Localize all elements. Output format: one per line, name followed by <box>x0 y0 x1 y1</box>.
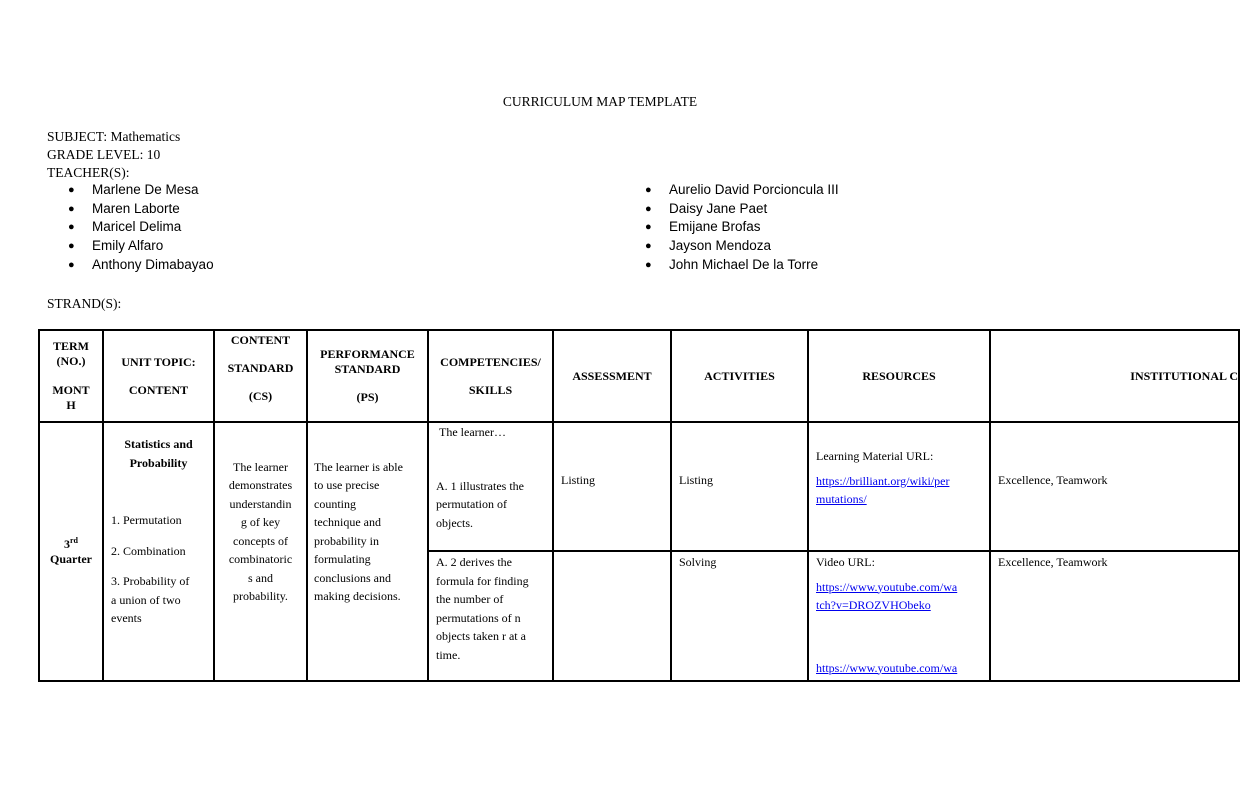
unit-topic-cell <box>103 422 214 681</box>
curriculum-map-table <box>38 329 1240 682</box>
brilliant-link[interactable]: https://brilliant.org/wiki/per mutations/ <box>816 473 950 506</box>
teacher-item: ● Emily Alfaro <box>68 237 214 256</box>
header-assessment: ASSESSMENT <box>553 330 671 422</box>
teacher-item: ● Marlene De Mesa <box>68 181 214 200</box>
activities-a2-cell: Solving <box>671 551 808 681</box>
document-title: CURRICULUM MAP TEMPLATE <box>502 94 698 109</box>
list-item: 1. Permutation <box>111 513 182 528</box>
resources-a2-cell: Video URL: https://www.youtube.com/wa tch?v=DROZVHObeko https://www.youtube.com/wa <box>808 551 990 681</box>
header-content-standard: CONTENT STANDARD (CS) <box>214 330 307 422</box>
bullet-icon: ● <box>645 221 652 234</box>
strand-label: STRAND(S): <box>47 296 122 311</box>
teacher-item: ● John Michael De la Torre <box>645 256 839 275</box>
competency-a2-cell: A. 2 derives the formula for finding the number of permutations of n objects taken r at a time. <box>428 551 553 681</box>
header-activities: ACTIVITIES <box>671 330 808 422</box>
teacher-item: ● Anthony Dimabayao <box>68 256 214 275</box>
bullet-icon: ● <box>645 258 652 271</box>
bullet-icon: ● <box>645 202 652 215</box>
list-item: a union of two <box>111 592 181 607</box>
institutional-a1-cell: Excellence, Teamwork <box>990 422 1239 551</box>
header-term: TERM (NO.) MONT H <box>39 330 103 422</box>
youtube-link-2[interactable]: https://www.youtube.com/wa <box>816 660 958 675</box>
institutional-a2-cell: Excellence, Teamwork <box>990 551 1239 681</box>
bullet-icon: ● <box>645 240 652 253</box>
bullet-icon: ● <box>68 184 75 196</box>
header-resources: RESOURCES <box>808 330 990 422</box>
teacher-item: ● Jayson Mendoza <box>645 237 839 256</box>
bullet-icon: ● <box>68 258 75 271</box>
list-item: 3. Probability of <box>111 574 190 589</box>
activities-a1-cell: Listing <box>671 422 808 551</box>
teacher-item: ● Aurelio David Porcioncula III <box>645 181 839 200</box>
teacher-item: ● Maricel Delima <box>68 218 214 237</box>
teacher-item: ● Maren Laborte <box>68 200 214 219</box>
header-row <box>39 330 1239 422</box>
bullet-icon: ● <box>68 240 75 253</box>
assessment-a1-cell: Listing <box>553 422 671 551</box>
teacher-item: ● Daisy Jane Paet <box>645 200 839 219</box>
performance-standard-cell: The learner is able to use precise counting technique and probability in formulating conclusions and making decisions. <box>307 422 428 681</box>
bullet-icon: ● <box>68 221 75 234</box>
list-item: 2. Combination <box>111 543 186 558</box>
teachers-list-left <box>68 181 214 274</box>
unit-items <box>104 511 213 628</box>
header-performance-standard: PERFORMANCE STANDARD (PS) <box>307 330 428 422</box>
resources-a1-cell: Learning Material URL: https://brilliant.org/wiki/per mutations/ <box>808 422 990 551</box>
assessment-a2-cell <box>553 551 671 681</box>
grade-level-line: GRADE LEVEL: 10 <box>47 147 161 162</box>
competency-a1-cell: The learner… A. 1 illustrates the permutation of objects. <box>428 422 553 551</box>
teacher-item: ● Emijane Brofas <box>645 218 839 237</box>
content-standard-cell: The learner demonstrates understandin g of key concepts of combinatoric s and probability. <box>214 422 307 681</box>
unit-title: Statistics and Probability <box>124 437 193 471</box>
header-competencies: COMPETENCIES/ SKILLS <box>428 330 553 422</box>
header-unit-topic: UNIT TOPIC: CONTENT <box>103 330 214 422</box>
header-institutional: INSTITUTIONAL C <box>990 330 1239 422</box>
teachers-list-right <box>645 181 839 274</box>
bullet-icon: ● <box>68 202 75 215</box>
list-item: events <box>111 611 142 626</box>
teachers-label: TEACHER(S): <box>47 165 130 180</box>
term-cell: 3rd Quarter <box>39 422 103 681</box>
youtube-link-1[interactable]: https://www.youtube.com/wa tch?v=DROZVHObeko <box>816 579 958 612</box>
bullet-icon: ● <box>645 184 652 196</box>
table-row <box>39 422 1239 551</box>
subject-line: SUBJECT: Mathematics <box>47 129 181 144</box>
